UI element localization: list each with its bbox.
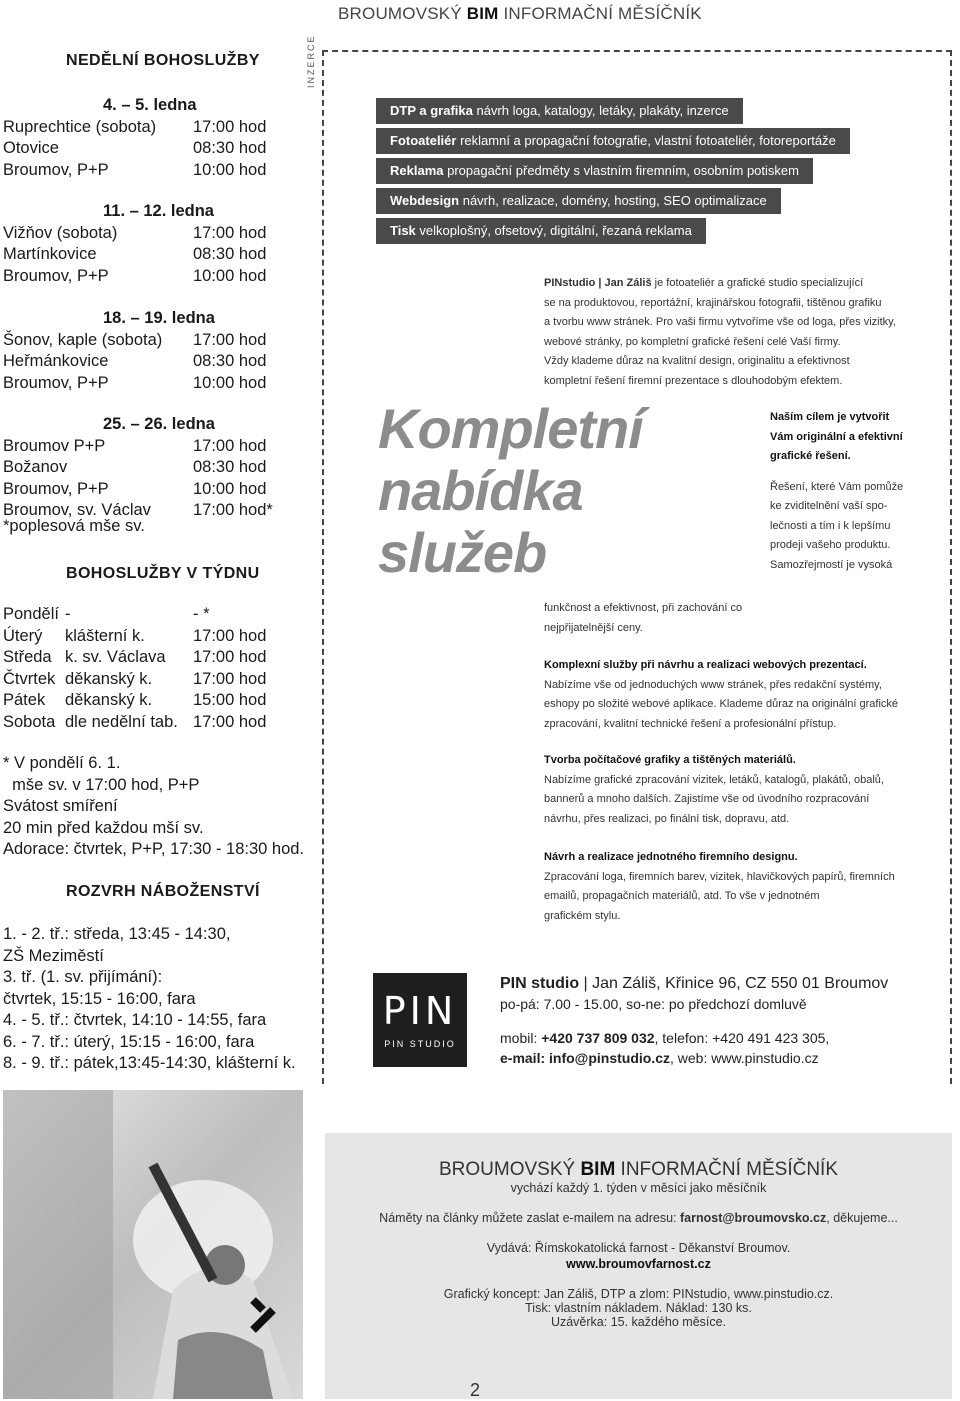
service-bar — [376, 98, 743, 124]
time: 17:00 hod* — [193, 501, 273, 519]
service-name: Reklama — [390, 163, 444, 178]
weekday: Úterý — [3, 626, 43, 645]
time: 08:30 hod — [193, 458, 267, 476]
place: Broumov, P+P — [3, 160, 109, 179]
location: děkanský k. — [65, 669, 153, 688]
service-bar — [376, 218, 706, 244]
time: 17:00 hod — [193, 648, 267, 666]
studio-contact: PIN studio | Jan Záliš, Křinice 96, CZ 550 01 Broumov po-pá: 7.00 - 15.00, so-ne: po předchozí domluvě mobil: +420 737 809 032, telefon: +420 491 423 305, e-mail: info@pinstudio.cz, web: www.pinstudio.cz — [500, 975, 889, 1066]
time: 08:30 hod — [193, 245, 267, 263]
time: 17:00 hod — [193, 626, 267, 645]
imprint-box: BROUMOVSKÝ BIM INFORMAČNÍ MĚSÍČNÍK vychází každý 1. týden v měsíci jako měsíčník Náměty na články můžete zaslat e-mailem na adresu: farnost@broumovsko.cz, děkujeme... Vydává: Římskokatolická farnost - Děkanství Broumov. www.broumovfarnost.cz Grafický koncept: Jan Záliš, DTP a zlom: PINstudio, www.pinstudio.cz. Tisk: vlastním nákladem. Náklad: 130 ks. Uzávěrka: 15. každého měsíce. — [325, 1133, 952, 1399]
weekday: Pondělí — [3, 605, 59, 623]
time: - * — [193, 605, 210, 623]
time: 08:30 hod — [193, 139, 267, 157]
weekly-row — [3, 670, 303, 692]
weekly-row — [3, 627, 303, 649]
service-block-web: Komplexní služby při návrhu a realizaci webových prezentací. Nabízíme vše od jednoduchých www stránek, přes redakční systémy, eshopy po složité webové aplikace. Klademe důraz na originální grafické zpracování, kvalitní technické řešení a profesionální přístup. — [544, 659, 899, 730]
group-date: 18. – 19. ledna — [103, 309, 215, 327]
service-name: Fotoateliér — [390, 133, 457, 148]
note-line: Svátost smíření — [3, 797, 118, 815]
place: Broumov P+P — [3, 436, 106, 455]
group-date: 11. – 12. ledna — [103, 202, 214, 220]
pin-studio-logo: PIN PIN STUDIO — [373, 973, 467, 1067]
time: 17:00 hod — [193, 117, 267, 136]
weekday: Středa — [3, 648, 52, 666]
sunday-title: NEDĚLNÍ BOHOSLUŽBY — [66, 52, 260, 69]
weekday: Pátek — [3, 691, 46, 709]
service-desc: návrh, realizace, domény, hosting, SEO optimalizace — [459, 193, 767, 208]
headline: Kompletní nabídka služeb — [378, 397, 643, 584]
weekly-row — [3, 713, 303, 735]
note-line: mše sv. v 17:00 hod, P+P — [3, 775, 200, 794]
sunday-group — [3, 96, 303, 182]
time: 17:00 hod — [193, 436, 267, 455]
note-line: Adorace: čtvrtek, P+P, 17:30 - 18:30 hod. — [3, 840, 305, 858]
time: 17:00 hod — [193, 330, 267, 349]
time: 10:00 hod — [193, 266, 267, 285]
sunday-footnote: *poplesová mše sv. — [3, 517, 145, 535]
place: Broumov, P+P — [3, 479, 109, 498]
place: Ruprechtice (sobota) — [3, 117, 157, 136]
weekday: Čtvrtek — [3, 669, 56, 688]
religion-title: ROZVRH NÁBOŽENSTVÍ — [66, 883, 260, 900]
time: 08:30 hod — [193, 352, 267, 370]
schedule-row — [3, 161, 303, 183]
service-bar — [376, 128, 850, 154]
place: Broumov, P+P — [3, 373, 109, 392]
schedule-row — [3, 245, 303, 267]
note-line: * V pondělí 6. 1. — [3, 754, 121, 772]
place: Božanov — [3, 458, 68, 476]
studio-intro: PINstudio | Jan Záliš je fotoateliér a grafické studio specializující se na produktovou, reportážní, krajinářskou fotografii, tištěnou grafiku a tvorbu www stránek. Pro vaši firmu vytvoříme vše od loga, přes vizitky, webové stránky, po kompletní grafické řešení celé Vaší firmy. Vždy klademe důraz na kvalitní design, originalitu a efektivnost kompletní řešení firemní prezentace s dlouhodobým efektem. — [544, 277, 896, 387]
service-desc: návrh loga, katalogy, letáky, plakáty, inzerce — [472, 103, 729, 118]
place: Martínkovice — [3, 245, 97, 263]
service-name: Webdesign — [390, 193, 460, 208]
service-desc: reklamní a propagační fotografie, vlastní fotoateliér, fotoreportáže — [456, 133, 836, 148]
time: 15:00 hod — [193, 691, 267, 709]
schedule-row — [3, 224, 303, 246]
sunday-group — [3, 415, 303, 523]
ad-label: INZERCE — [306, 34, 316, 88]
religion-schedule — [3, 925, 318, 1076]
religion-line: 1. - 2. tř.: středa, 13:45 - 14:30, — [3, 925, 231, 943]
religion-line: čtvrtek, 15:15 - 16:00, fara — [3, 989, 196, 1008]
service-block-graphics: Tvorba počítačové grafiky a tištěných materiálů. Nabízíme grafické zpracování vizitek, letáků, katalogů, plakátů, obalů, bannerů a mnoho dalších. Zajistíme vše od úvodního rozpracování návrhu, přes realizaci, po finální tisk, dopravu, atd. — [544, 754, 884, 825]
schedule-row — [3, 139, 303, 161]
religion-line: 8. - 9. tř.: pátek,13:45-14:30, klášterní k. — [3, 1054, 296, 1072]
note-line: 20 min před každou mší sv. — [3, 818, 204, 837]
schedule-row — [3, 118, 303, 140]
weekly-notes — [3, 754, 303, 862]
masthead: BROUMOVSKÝ BIM INFORMAČNÍ MĚSÍČNÍK — [338, 4, 702, 23]
time: 17:00 hod — [193, 669, 267, 688]
priest-photo — [3, 1090, 303, 1399]
group-date: 25. – 26. ledna — [103, 415, 215, 433]
service-bar — [376, 158, 813, 184]
time: 10:00 hod — [193, 373, 267, 392]
service-name: Tisk — [390, 223, 416, 238]
aim-text: Naším cílem je vytvořit Vám originální a efektivní grafické řešení. Řešení, které Vám pomůže ke zviditelnění vaší spo- lečnosti a tím i k lepšímu prodeji vašeho produktu. Samozřejmostí je vysoká — [770, 411, 904, 571]
service-desc: propagační předměty s vlastním firemním, osobním potiskem — [443, 163, 799, 178]
time: 10:00 hod — [193, 479, 267, 498]
location: - — [65, 605, 71, 623]
schedule-row — [3, 331, 303, 353]
schedule-row — [3, 480, 303, 502]
place: Broumov, sv. Václav — [3, 501, 151, 519]
place: Broumov, P+P — [3, 266, 109, 285]
weekly-row — [3, 605, 303, 627]
weekly-title: BOHOSLUŽBY V TÝDNU — [66, 565, 260, 582]
time: 17:00 hod — [193, 223, 267, 242]
religion-line: ZŠ Meziměstí — [3, 946, 104, 965]
location: dle nedělní tab. — [65, 712, 178, 731]
service-name: DTP a grafika — [390, 103, 473, 118]
religion-line: 6. - 7. tř.: úterý, 15:15 - 16:00, fara — [3, 1032, 255, 1051]
schedule-row — [3, 374, 303, 396]
service-bar — [376, 188, 781, 214]
weekly-row — [3, 648, 303, 670]
place: Šonov, kaple (sobota) — [3, 330, 163, 349]
service-desc: velkoplošný, ofsetový, digitální, řezaná reklama — [415, 223, 692, 238]
schedule-row — [3, 352, 303, 374]
weekday: Sobota — [3, 712, 56, 731]
group-date: 4. – 5. ledna — [103, 96, 197, 114]
schedule-row — [3, 458, 303, 480]
location: klášterní k. — [65, 626, 145, 645]
sunday-group — [3, 309, 303, 395]
location: k. sv. Václava — [65, 648, 166, 666]
page-number: 2 — [470, 1380, 481, 1400]
place: Vižňov (sobota) — [3, 223, 118, 242]
religion-line: 3. tř. (1. sv. přijímání): — [3, 968, 163, 986]
sunday-group — [3, 202, 303, 288]
religion-line: 4. - 5. tř.: čtvrtek, 14:10 - 14:55, fara — [3, 1011, 267, 1029]
location: děkanský k. — [65, 691, 153, 709]
weekly-schedule — [3, 605, 303, 734]
time: 17:00 hod — [193, 712, 267, 731]
schedule-row — [3, 267, 303, 289]
place: Heřmánkovice — [3, 352, 109, 370]
schedule-row — [3, 437, 303, 459]
time: 10:00 hod — [193, 160, 267, 179]
weekly-row — [3, 691, 303, 713]
service-block-identity: Návrh a realizace jednotného firemního designu. Zpracování loga, firemních barev, vizitek, hlavičkových papírů, firemních emailů, propagačních materiálů, atd. To vše v jednotném grafickém stylu. — [544, 851, 895, 922]
place: Otovice — [3, 139, 59, 157]
aim-continued: funkčnost a efektivnost, při zachování co nejpřijatelnější ceny. — [544, 602, 743, 634]
